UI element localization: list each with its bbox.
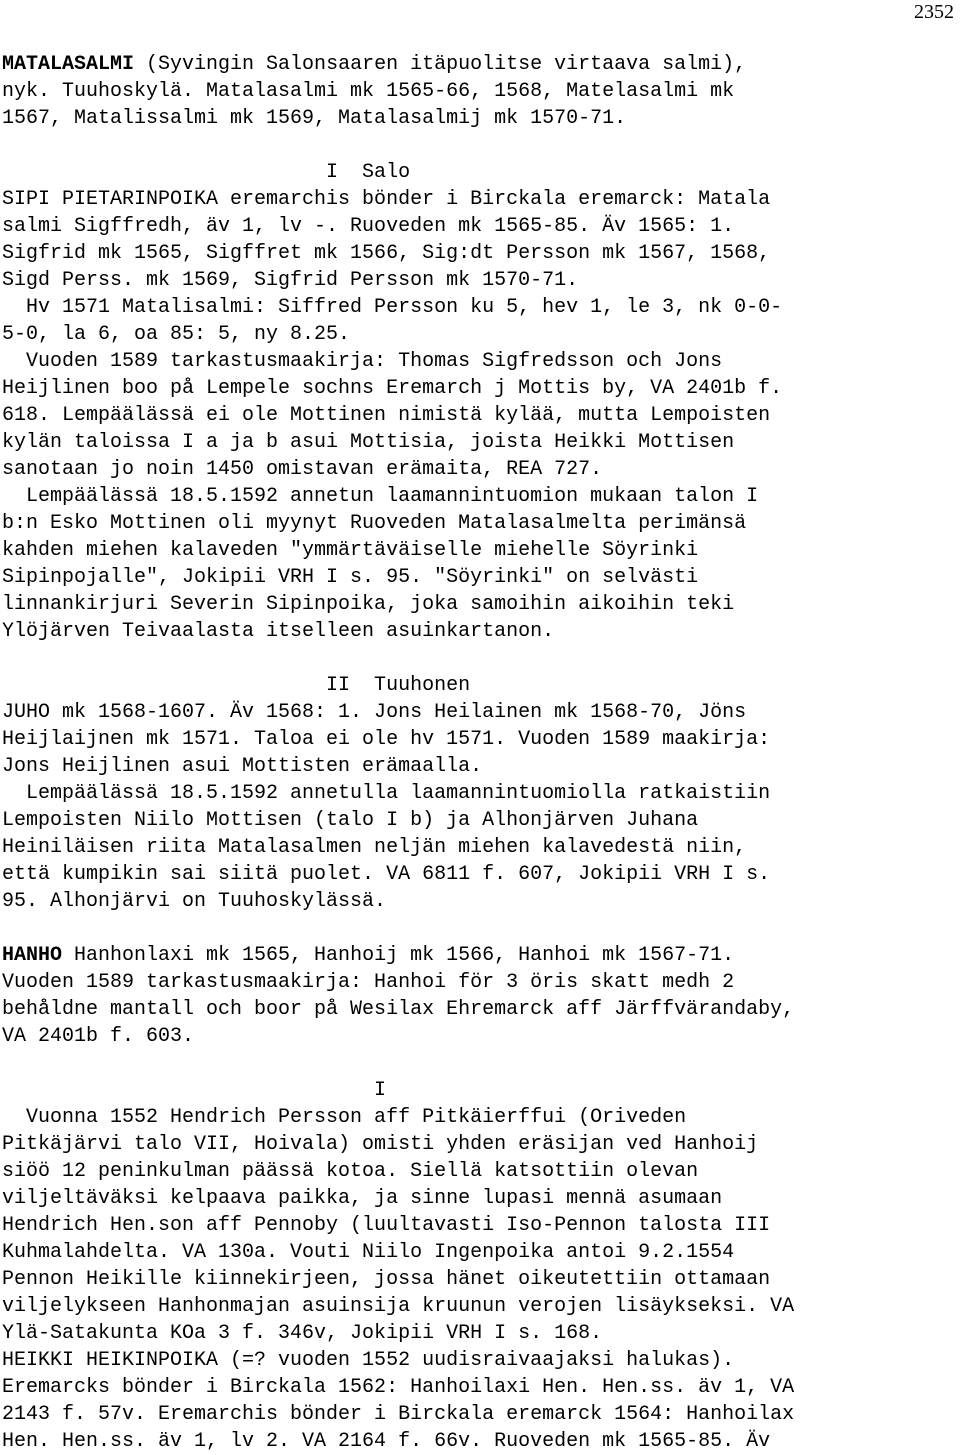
blank-line bbox=[2, 645, 958, 672]
text-line: SIPI PIETARINPOIKA eremarchis bönder i Birckala eremarck: Matala bbox=[2, 188, 771, 211]
text-line: HEIKKI HEIKINPOIKA (=? vuoden 1552 uudisraivaajaksi halukas). bbox=[2, 1349, 735, 1372]
blank-line bbox=[2, 1050, 958, 1077]
text-line: 2143 f. 57v. Eremarchis bönder i Birckala eremarck 1564: Hanhoilax bbox=[2, 1403, 795, 1426]
text-line: Lempäälässä 18.5.1592 annetun laamannintuomion mukaan talon I bbox=[2, 485, 759, 508]
text-line: behåldne mantall och boor på Wesilax Ehremarck aff Järffvärandaby, bbox=[2, 998, 795, 1021]
text-line: Vuonna 1552 Hendrich Persson aff Pitkäierffui (Oriveden bbox=[2, 1106, 687, 1129]
text-line: siöö 12 peninkulman päässä kotoa. Siellä katsottiin olevan bbox=[2, 1160, 699, 1183]
entry-heading-matalasalmi: MATALASALMI bbox=[2, 53, 135, 76]
text-line: 5-0, la 6, oa 85: 5, ny 8.25. bbox=[2, 323, 351, 346]
page-number: 2352 bbox=[914, 1, 954, 23]
line-text: (Syvingin Salonsaaren itäpuolitse virtaava salmi), bbox=[134, 53, 747, 76]
text-line: Heijlaijnen mk 1571. Taloa ei ole hv 1571. Vuoden 1589 maakirja: bbox=[2, 728, 771, 751]
text-line: JUHO mk 1568-1607. Äv 1568: 1. Jons Heilainen mk 1568-70, Jöns bbox=[2, 701, 747, 724]
text-line: 95. Alhonjärvi on Tuuhoskylässä. bbox=[2, 890, 387, 913]
text-line: viljelykseen Hanhonmajan asuinsija kruunun verojen lisäykseksi. VA bbox=[2, 1295, 795, 1318]
entry-heading-hanho: HANHO bbox=[2, 944, 63, 967]
text-line: Vuoden 1589 tarkastusmaakirja: Thomas Sigfredsson och Jons bbox=[2, 350, 723, 373]
text-line: Kuhmalahdelta. VA 130a. Vouti Niilo Ingenpoika antoi 9.2.1554 bbox=[2, 1241, 735, 1264]
text-line: salmi Sigffredh, äv 1, lv -. Ruoveden mk 1565-85. Äv 1565: 1. bbox=[2, 215, 735, 238]
text-line: Hendrich Hen.son aff Pennoby (luultavasti Iso-Pennon talosta III bbox=[2, 1214, 771, 1237]
text-line: Heijlinen boo på Lempele sochns Eremarch j Mottis by, VA 2401b f. bbox=[2, 377, 783, 400]
section-heading-salo: I Salo bbox=[2, 161, 411, 184]
text-line bbox=[2, 51, 958, 78]
text-line: VA 2401b f. 603. bbox=[2, 1025, 195, 1048]
text-line: Sigfrid mk 1565, Sigffret mk 1566, Sig:dt Persson mk 1567, 1568, bbox=[2, 242, 771, 265]
text-line: nyk. Tuuhoskylä. Matalasalmi mk 1565-66, 1568, Matelasalmi mk bbox=[2, 80, 735, 103]
text-line: 1567, Matalissalmi mk 1569, Matalasalmij mk 1570-71. bbox=[2, 107, 627, 130]
text-line: kahden miehen kalaveden "ymmärtäväiselle miehelle Söyrinki bbox=[2, 539, 699, 562]
text-line: viljeltäväksi kelpaava paikka, ja sinne lupasi mennä asumaan bbox=[2, 1187, 723, 1210]
text-line: Lempäälässä 18.5.1592 annetulla laamannintuomiolla ratkaistiin bbox=[2, 782, 771, 805]
text-line: Pennon Heikille kiinnekirjeen, jossa hänet oikeutettiin ottamaan bbox=[2, 1268, 771, 1291]
line-text: Hanhonlaxi mk 1565, Hanhoij mk 1566, Hanhoi mk 1567-71. bbox=[62, 944, 735, 967]
text-line: kylän taloissa I a ja b asui Mottisia, joista Heikki Mottisen bbox=[2, 431, 735, 454]
text-line: Hv 1571 Matalisalmi: Siffred Persson ku 5, hev 1, le 3, nk 0-0- bbox=[2, 296, 783, 319]
text-line: Sigd Perss. mk 1569, Sigfrid Persson mk 1570-71. bbox=[2, 269, 579, 292]
text-line: 618. Lempäälässä ei ole Mottinen nimistä kylää, mutta Lempoisten bbox=[2, 404, 771, 427]
section-heading-tuuhonen: II Tuuhonen bbox=[2, 674, 471, 697]
text-line: b:n Esko Mottinen oli myynyt Ruoveden Matalasalmelta perimänsä bbox=[2, 512, 747, 535]
text-line: Hen. Hen.ss. äv 1, lv 2. VA 2164 f. 66v. Ruoveden mk 1565-85. Äv bbox=[2, 1430, 771, 1453]
text-line: Vuoden 1589 tarkastusmaakirja: Hanhoi för 3 öris skatt medh 2 bbox=[2, 971, 735, 994]
blank-line bbox=[2, 132, 958, 159]
text-line: Pitkäjärvi talo VII, Hoivala) omisti yhden eräsijan ved Hanhoij bbox=[2, 1133, 759, 1156]
text-line: Lempoisten Niilo Mottisen (talo I b) ja Alhonjärven Juhana bbox=[2, 809, 699, 832]
text-line: linnankirjuri Severin Sipinpoika, joka samoihin aikoihin teki bbox=[2, 593, 735, 616]
text-line: että kumpikin sai siitä puolet. VA 6811 f. 607, Jokipii VRH I s. bbox=[2, 863, 771, 886]
text-line: sanotaan jo noin 1450 omistavan erämaita, REA 727. bbox=[2, 458, 603, 481]
text-line: Eremarcks bönder i Birckala 1562: Hanhoilaxi Hen. Hen.ss. äv 1, VA bbox=[2, 1376, 795, 1399]
blank-line bbox=[2, 915, 958, 942]
text-line: Ylöjärven Teivaalasta itselleen asuinkartanon. bbox=[2, 620, 555, 643]
text-line: Ylä-Satakunta KOa 3 f. 346v, Jokipii VRH I s. 168. bbox=[2, 1322, 603, 1345]
document-text bbox=[2, 51, 958, 1455]
text-line: Sipinpojalle", Jokipii VRH I s. 95. "Söyrinki" on selvästi bbox=[2, 566, 699, 589]
section-heading-i: I bbox=[2, 1079, 387, 1102]
text-line: Jons Heijlinen asui Mottisten erämaalla. bbox=[2, 755, 483, 778]
text-line bbox=[2, 942, 958, 969]
text-line: Heiniläisen riita Matalasalmen neljän miehen kalavedestä niin, bbox=[2, 836, 747, 859]
